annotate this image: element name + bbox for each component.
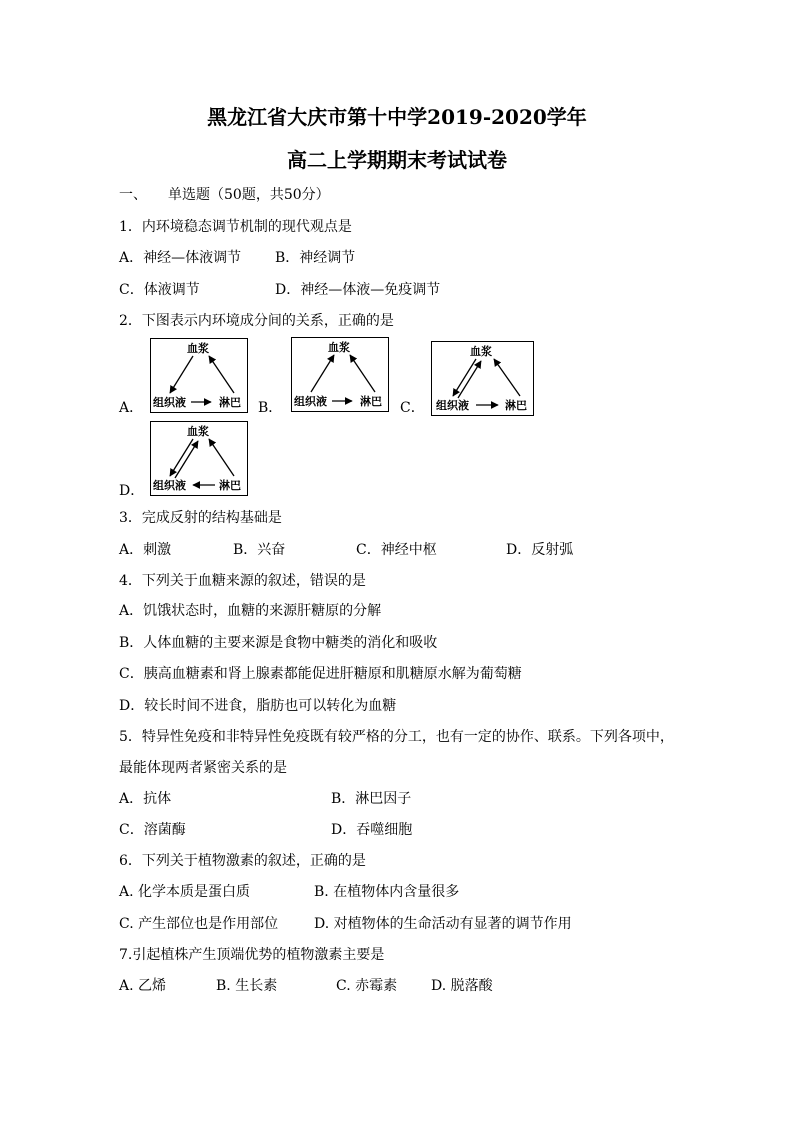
q5-option-b: B．淋巴因子 [331,791,412,807]
q2-diagram-b [291,337,389,412]
plasma-label: 血浆 [328,341,350,354]
q2-stem: 2．下图表示内环境成分间的关系，正确的是 [119,313,394,329]
q1-option-d: D．神经—体液—免疫调节 [275,282,441,298]
plasma-label: 血浆 [187,342,209,355]
q2-diagram-d [150,421,248,496]
q6-option-a: A. 化学本质是蛋白质 [119,884,251,900]
tissue-fluid-label: 组织液 [294,395,327,408]
q2-diagram-a [150,338,248,413]
q2-diagram-c [431,341,534,416]
q1-option-a: A．神经—体液调节 [119,250,242,266]
lymph-label: 淋巴 [219,479,241,492]
q5-stem-cont: 最能体现两者紧密关系的是 [119,760,287,776]
tissue-fluid-label: 组织液 [153,396,186,409]
q7-stem: 7.引起植株产生顶端优势的植物激素主要是 [119,947,385,963]
q1-stem: 1．内环境稳态调节机制的现代观点是 [119,219,352,235]
q2-option-b: B． [258,400,283,416]
lymph-label: 淋巴 [505,399,527,412]
q5-option-c: C．溶菌酶 [119,822,186,838]
q5-option-d: D．吞噬细胞 [331,822,413,838]
q4-option-d: D．较长时间不进食，脂肪也可以转化为血糖 [119,698,397,714]
q7-option-b: B. 生长素 [216,978,278,994]
page-subtitle: 高二上学期期末考试试卷 [287,148,507,172]
q7-option-c: C. 赤霉素 [336,978,398,994]
q6-stem: 6．下列关于植物激素的叙述，正确的是 [119,853,366,869]
q1-option-b: B．神经调节 [275,250,356,266]
lymph-label: 淋巴 [219,396,241,409]
q4-option-b: B．人体血糖的主要来源是食物中糖类的消化和吸收 [119,635,438,651]
tissue-fluid-label: 组织液 [153,479,186,492]
q3-option-b: B．兴奋 [233,542,286,558]
q2-option-c: C． [400,400,425,416]
q3-option-d: D．反射弧 [506,542,574,558]
page-title: 黑龙江省大庆市第十中学2019-2020学年 [207,105,587,129]
q3-option-c: C．神经中枢 [356,542,437,558]
plasma-label: 血浆 [187,425,209,438]
q2-option-a: A． [119,400,144,416]
q6-option-d: D. 对植物体的生命活动有显著的调节作用 [314,916,572,932]
q3-stem: 3．完成反射的结构基础是 [119,510,282,526]
plasma-label: 血浆 [470,345,492,358]
section-heading: 一、 单选题（50题，共50分） [119,187,330,203]
q2-option-d: D． [119,483,145,499]
q1-option-c: C．体液调节 [119,282,200,298]
q3-option-a: A．刺激 [119,542,172,558]
q6-option-c: C. 产生部位也是作用部位 [119,916,279,932]
q5-option-a: A．抗体 [119,791,172,807]
q6-option-b: B. 在植物体内含量很多 [314,884,460,900]
q4-stem: 4．下列关于血糖来源的叙述，错误的是 [119,573,366,589]
tissue-fluid-label: 组织液 [436,399,469,412]
lymph-label: 淋巴 [360,395,382,408]
q4-option-c: C．胰高血糖素和肾上腺素都能促进肝糖原和肌糖原水解为葡萄糖 [119,666,522,682]
q5-stem: 5．特异性免疫和非特异性免疫既有较严格的分工，也有一定的协作、联系。下列各项中， [119,729,674,745]
q7-option-d: D. 脱落酸 [431,978,493,994]
q4-option-a: A．饥饿状态时，血糖的来源肝糖原的分解 [119,603,382,619]
q7-option-a: A. 乙烯 [119,978,167,994]
